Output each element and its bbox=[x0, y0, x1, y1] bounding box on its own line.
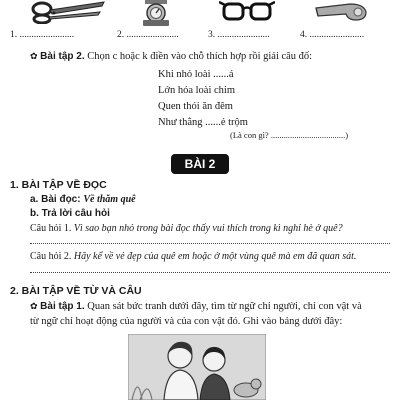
flower-bullet-icon: ✿ bbox=[30, 51, 38, 61]
poem-line: Quen thói ăn đêm bbox=[158, 101, 233, 112]
reading-label: a. Bài đọc: bbox=[30, 194, 84, 205]
question-2-label: Câu hỏi 2. bbox=[30, 251, 72, 262]
answer-blank-2: 2. ...................... bbox=[117, 30, 179, 40]
eyeglasses-picture bbox=[219, 0, 275, 24]
riddle-answer-line: (Là con gì? ...................................) bbox=[230, 130, 349, 140]
riddle-poem bbox=[158, 67, 248, 131]
question-1-label: Câu hỏi 1. bbox=[30, 223, 72, 234]
question-1 bbox=[30, 222, 398, 235]
weighing-scale-picture bbox=[139, 0, 173, 26]
section-1-heading: 1. BÀI TẬP VỀ ĐỌC bbox=[10, 179, 107, 191]
whistle-picture bbox=[314, 0, 370, 22]
question-2-answer-line bbox=[30, 272, 390, 273]
section-2-heading: 2. BÀI TẬP VỀ TỪ VÀ CÂU bbox=[10, 285, 142, 297]
answer-blank-1: 1. ....................... bbox=[10, 30, 75, 40]
exercise-1-label: Bài tập 1. bbox=[40, 301, 85, 312]
reading-title: Về thăm quê bbox=[83, 194, 136, 205]
exercise-1-text-line-1: Quan sát bức tranh dưới đây, tìm từ ngữ chỉ người, chỉ con vật và bbox=[84, 301, 362, 312]
exercise-1-instruction bbox=[30, 300, 398, 313]
poem-line: Khi nhỏ loài ......á bbox=[158, 69, 234, 80]
exercise-2-instruction bbox=[30, 50, 395, 63]
question-2-text: Hãy kể về vẻ đẹp của quê em hoặc ở một vùng quê mà em đã quan sát. bbox=[71, 251, 357, 262]
flower-bullet-icon: ✿ bbox=[30, 301, 38, 311]
answer-questions-heading: b. Trả lời câu hỏi bbox=[30, 208, 110, 219]
answer-blank-3: 3. ...................... bbox=[208, 30, 270, 40]
answer-blanks-row bbox=[0, 30, 400, 44]
question-1-text: Vì sao bạn nhỏ trong bài đọc thấy vui thích trong kì nghỉ hè ở quê? bbox=[71, 223, 343, 234]
scissors-picture bbox=[30, 0, 108, 24]
exercise-2-label: Bài tập 2. bbox=[40, 51, 85, 62]
question-2 bbox=[30, 250, 398, 263]
exercise-1-text-line-2: từ ngữ chỉ hoạt động của người và của con vật đó. Ghi vào bảng dưới đây: bbox=[30, 316, 343, 327]
exercise-2-text: Chọn c hoặc k điền vào chỗ thích hợp rồi giải câu đố: bbox=[84, 51, 313, 62]
children-and-animals-picture bbox=[128, 334, 266, 400]
poem-line: Như thằng ......ẻ trộm bbox=[158, 117, 248, 128]
lesson-badge: BÀI 2 bbox=[171, 154, 229, 174]
answer-blank-4: 4. ....................... bbox=[300, 30, 365, 40]
poem-line: Lớn hóa loài chim bbox=[158, 85, 235, 96]
reading-title-line bbox=[30, 194, 136, 205]
question-1-answer-line bbox=[30, 243, 390, 244]
